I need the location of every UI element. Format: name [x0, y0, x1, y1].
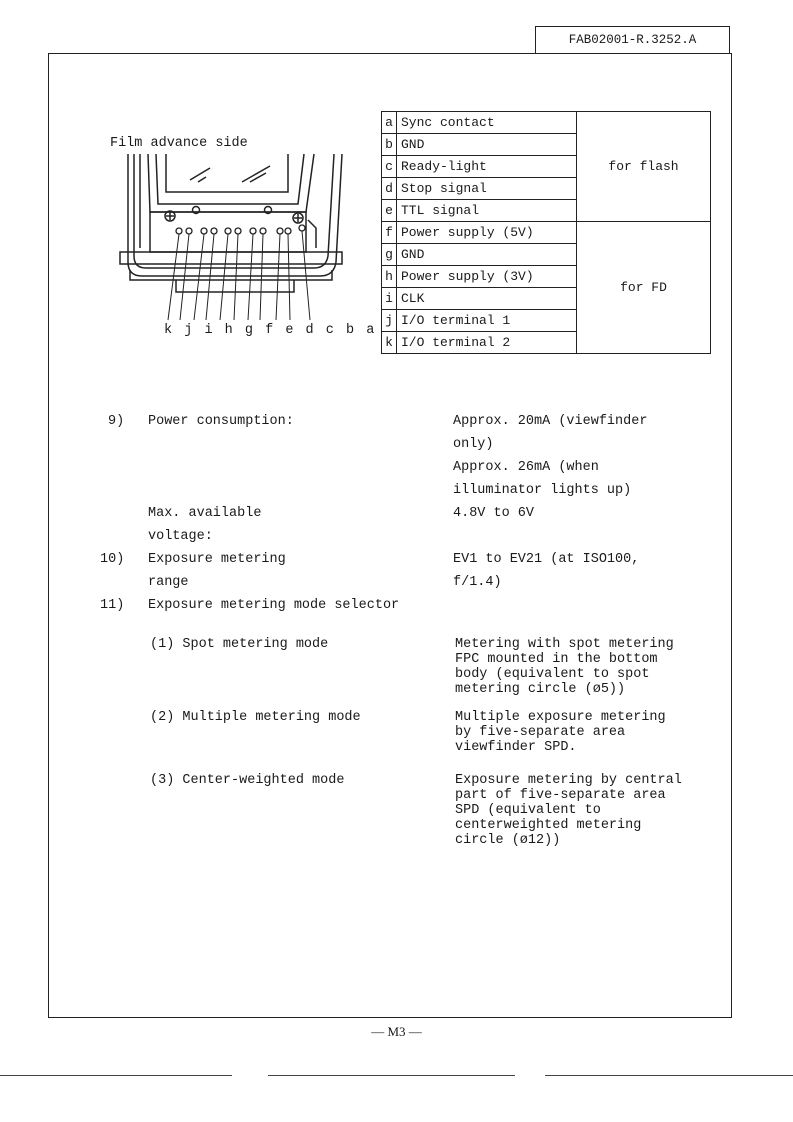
dash-right: —: [408, 1024, 422, 1039]
pin-letter-cell: h: [382, 266, 397, 288]
table-row: [382, 112, 711, 134]
item-number: 9): [108, 414, 125, 429]
pin-letter: k: [164, 323, 173, 338]
figure-caption: Film advance side: [110, 136, 248, 151]
spec-label: Power consumption:: [148, 414, 294, 429]
dash-left: —: [371, 1024, 385, 1039]
group-label-cell: for flash: [577, 112, 711, 222]
mode-label: (3) Center-weighted mode: [150, 773, 345, 788]
bottom-rule: [0, 1075, 232, 1076]
pin-letter-row: [164, 323, 375, 338]
mode-label: (2) Multiple metering mode: [150, 710, 361, 725]
pin-name-cell: TTL signal: [397, 200, 577, 222]
spec-value: f/1.4): [453, 575, 502, 590]
item-number: 10): [100, 552, 125, 567]
spec-label: Exposure metering mode selector: [148, 598, 400, 613]
pin-letter-cell: i: [382, 288, 397, 310]
pin-letter: d: [305, 323, 315, 338]
item-number: 11): [100, 598, 125, 613]
mode-description: Metering with spot metering FPC mounted in the bottom body (equivalent to spot metering circle (ø5)): [455, 637, 674, 697]
pin-name-cell: Stop signal: [397, 178, 577, 200]
pin-letter-cell: c: [382, 156, 397, 178]
pin-letter-cell: e: [382, 200, 397, 222]
pin-letter-cell: b: [382, 134, 397, 156]
pin-assignment-table: [381, 111, 711, 354]
spec-label: Max. available: [148, 506, 262, 521]
pin-letter: i: [204, 323, 214, 338]
pin-letter: b: [345, 323, 355, 338]
page-number-text: M3: [387, 1024, 406, 1039]
spec-value: illuminator lights up): [453, 483, 632, 498]
connector-diagram: [110, 152, 350, 342]
page-number: [0, 1024, 793, 1040]
pin-name-cell: GND: [397, 134, 577, 156]
spec-value: EV1 to EV21 (at ISO100,: [453, 552, 640, 567]
pin-name-cell: CLK: [397, 288, 577, 310]
pin-name-cell: Power supply (5V): [397, 222, 577, 244]
pin-name-cell: I/O terminal 1: [397, 310, 577, 332]
pin-letter-cell: j: [382, 310, 397, 332]
pin-name-cell: Power supply (3V): [397, 266, 577, 288]
pin-letter: e: [285, 323, 294, 338]
bottom-rule: [268, 1075, 515, 1076]
spec-value: 4.8V to 6V: [453, 506, 535, 521]
pin-letter-cell: f: [382, 222, 397, 244]
pin-letter-cell: k: [382, 332, 397, 354]
table-row: [382, 222, 711, 244]
pin-name-cell: Sync contact: [397, 112, 577, 134]
pin-letter-cell: a: [382, 112, 397, 134]
mode-label: (1) Spot metering mode: [150, 637, 329, 652]
pin-name-cell: Ready-light: [397, 156, 577, 178]
pin-letter: g: [244, 323, 254, 338]
mode-description: Exposure metering by central part of five-separate area SPD (equivalent to centerweighted metering circle (ø12)): [455, 773, 682, 848]
spec-value: only): [453, 437, 494, 452]
document-code: FAB02001-R.3252.A: [535, 26, 730, 54]
spec-label: range: [148, 575, 189, 590]
pin-letter: j: [184, 323, 193, 338]
pin-letter: a: [366, 323, 375, 338]
pin-name-cell: GND: [397, 244, 577, 266]
pin-letter-cell: d: [382, 178, 397, 200]
group-label-cell: for FD: [577, 222, 711, 354]
bottom-rule: [545, 1075, 793, 1076]
spec-value: Approx. 26mA (when: [453, 460, 599, 475]
spec-label: Exposure metering: [148, 552, 286, 567]
spec-value: Approx. 20mA (viewfinder: [453, 414, 648, 429]
pin-letter: c: [325, 323, 335, 338]
spec-label: voltage:: [148, 529, 213, 544]
mode-description: Multiple exposure metering by five-separate area viewfinder SPD.: [455, 710, 666, 755]
pin-letter: f: [265, 323, 274, 338]
pin-letter: h: [224, 323, 234, 338]
pin-letter-cell: g: [382, 244, 397, 266]
pin-name-cell: I/O terminal 2: [397, 332, 577, 354]
